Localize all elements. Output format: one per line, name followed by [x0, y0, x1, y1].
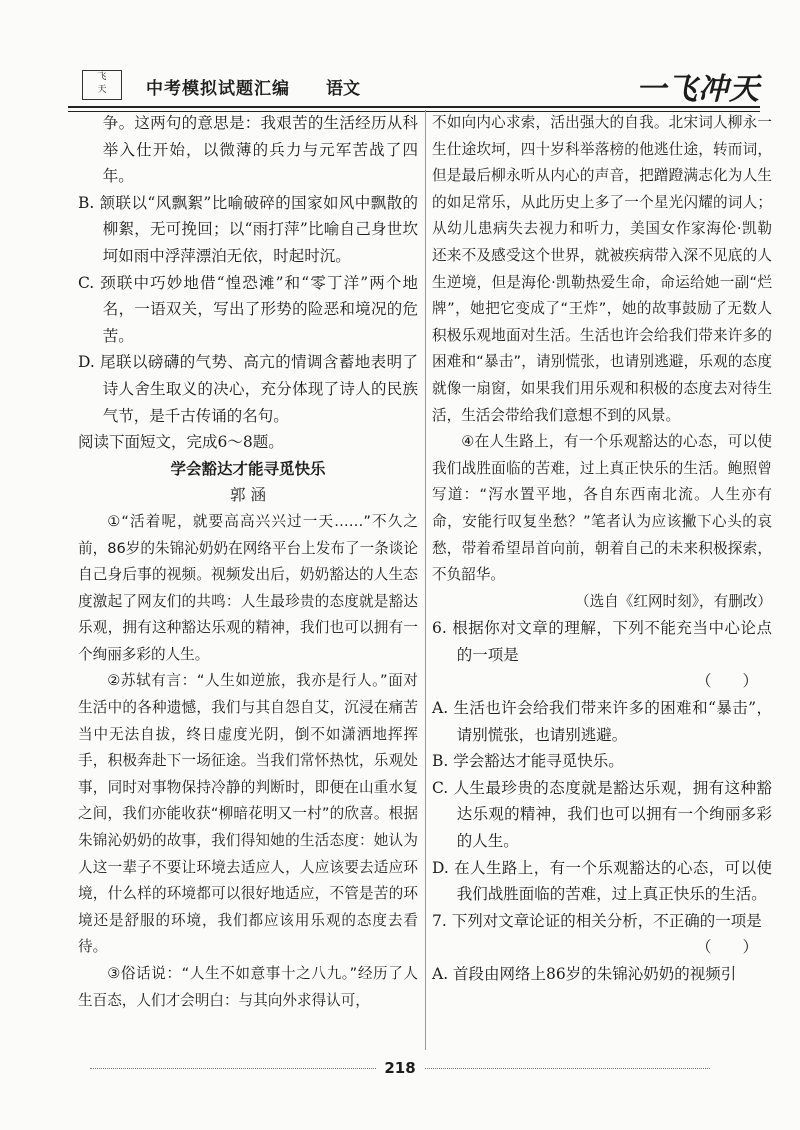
- page-header: [68, 62, 760, 108]
- option-c: C. 颈联中巧妙地借“惶恐滩”和“零丁洋”两个地名，一语双关，写出了形势的险恶和境况的危苦。: [78, 273, 418, 345]
- question-7: [432, 908, 772, 961]
- subject-label: 语文: [326, 79, 360, 99]
- essay-paragraph-3-continued: 不如向内心求索，活出强大的自我。北宋词人柳永一生仕途坎坷，四十岁科举落榜的他逃仕途，转而词，但是最后柳永听从内心的声音，把蹭蹬满志化为人生的如足常乐，从此历史上多了一个星光闪耀的词人；从幼儿患病失去视力和听力，美国女作家海伦·凯勒还来不及感受这个世界，就被疾病带入深不见底的人生逆境，但是海伦·凯勒热爱生命，命运给她一副“烂牌”，她把它变成了“王炸”，她的故事鼓励了无数人积极乐观地面对生活。生活也许会给我们带来许多的困难和“暴击”，请别慌张，也请别逃避，乐观的态度就像一扇窗，如果我们用乐观和积极的态度去对待生活，生活会带给我们意想不到的风景。: [432, 114, 772, 424]
- left-column: [78, 110, 418, 1014]
- book-logo: 飞 天: [82, 70, 122, 100]
- column-divider: [425, 110, 426, 1050]
- reading-instruction: 阅读下面短文，完成6～8题。: [78, 433, 284, 452]
- option-b: B. 颔联以“风飘絮”比喻破碎的国家如风中飘散的柳絮，无可挽回；以“雨打萍”比喻自己身世坎坷如雨中浮萍漂泊无依，时起时沉。: [78, 193, 418, 265]
- question-6-text: 6. 根据你对文章的理解，下列不能充当中心论点的一项是: [432, 619, 772, 664]
- page-footer: [0, 1058, 800, 1077]
- essay-source: （选自《红网时刻》，有删改）: [574, 592, 772, 610]
- book-title: 中考模拟试题汇编: [146, 79, 290, 99]
- question-6-option-a: A. 生活也许会给我们带来许多的困难和“暴击”，请别慌张，也请别逃避。: [432, 699, 772, 744]
- header-rule: [68, 106, 760, 108]
- option-d: D. 尾联以磅礴的气势、高亢的情调含蓄地表明了诗人舍生取义的决心，充分体现了诗人的民族气节，是千古传诵的名句。: [78, 353, 418, 425]
- question-6: [432, 615, 772, 695]
- question-6-option-b: B. 学会豁达才能寻觅快乐。: [432, 752, 624, 771]
- answer-bracket-7: （ ）: [695, 938, 758, 957]
- question-6-option-c: C. 人生最珍贵的态度就是豁达乐观，拥有这种豁达乐观的精神，我们也可以拥有一个绚丽多彩的人生。: [432, 778, 772, 851]
- essay-author: 郭 涵: [230, 486, 266, 505]
- right-column: [432, 110, 772, 988]
- question-7-option-a: A. 首段由网络上86岁的朱锦沁奶奶的视频引: [432, 965, 737, 983]
- essay-paragraph-3: ③俗话说：“人生不如意事十之八九。”经历了人生百态，人们才会明白：与其向外求得认可，: [78, 965, 418, 1009]
- essay-paragraph-4: ④在人生路上，有一个乐观豁达的心态，可以使我们战胜面临的苦难，过上真正快乐的生活。鲍照曾写道：“泻水置平地，各自东西南北流。人生亦有命，安能行叹复坐愁？”笔者认为应该撇下心头的哀愁，带着希望昂首向前，朝着自己的未来积极探索，不负韶华。: [432, 433, 772, 584]
- page-number: 218: [376, 1059, 423, 1077]
- essay-paragraph-2: ②苏轼有言：“人生如逆旅，我亦是行人。”面对生活中的各种遗憾，我们与其自怨自艾，沉浸在痛苦当中无法自拔，终日虚度光阴，倒不如潇洒地挥挥手，积极奔赴下一场征途。当我们常怀热忱，乐观处事，同时对事物保持冷静的判断时，即便在山重水复之间，我们亦能收获“柳暗花明又一村”的欣喜。根据朱锦沁奶奶的故事，我们得知她的生活态度：她认为人这一辈子不要让环境去适应人，人应该要去适应环境，什么样的环境都可以很好地适应，不管是苦的环境还是舒服的环境，我们都应该用乐观的态度去看待。: [78, 672, 418, 956]
- essay-paragraph-1: ①“活着呢，就要高高兴兴过一天……”不久之前，86岁的朱锦沁奶奶在网络平台上发布了一条谈论自己身后事的视频。视频发出后，奶奶豁达的人生态度激起了网友们的共鸣：人生最珍贵的态度就是豁达乐观，拥有这种豁达乐观的精神，我们也可以拥有一个绚丽多彩的人生。: [78, 512, 418, 663]
- essay-title: 学会豁达才能寻觅快乐: [170, 459, 326, 478]
- question-6-option-d: D. 在人生路上，有一个乐观豁达的心态，可以使我们战胜面临的苦难，过上真正快乐的生活。: [432, 858, 772, 904]
- brand-logo: 一飞冲天: [636, 72, 760, 107]
- option-a-continuation: 争。这两句的意思是：我艰苦的生活经历从科举入仕开始，以微薄的兵力与元军苦战了四年。: [102, 114, 418, 186]
- answer-bracket-6: （ ）: [695, 672, 758, 691]
- question-7-text: 7. 下列对文章论证的相关分析，不正确的一项是: [432, 911, 762, 930]
